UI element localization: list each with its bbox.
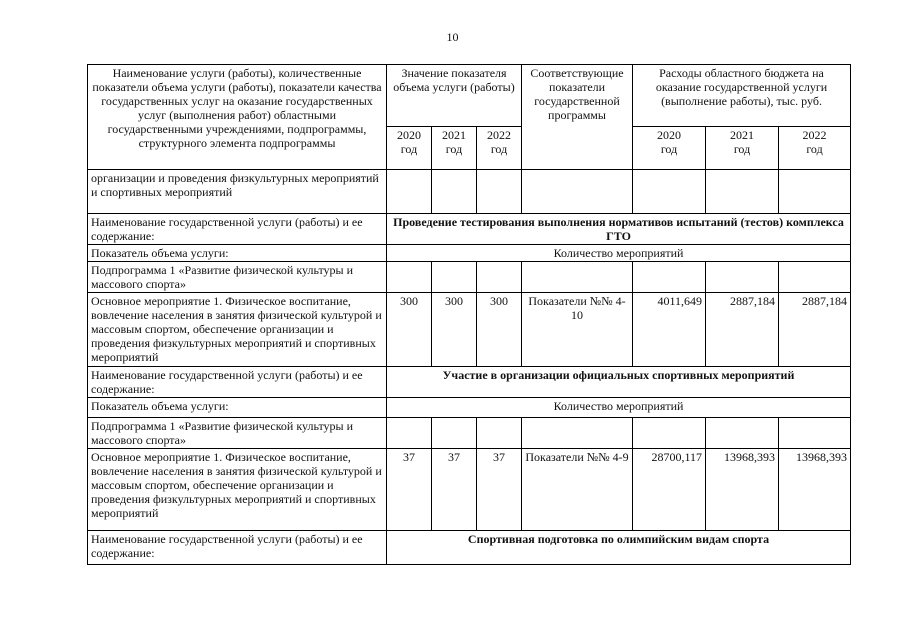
section-title: Спортивная подготовка по олимпийским видам спорта	[387, 531, 851, 565]
table-row	[88, 367, 851, 398]
expense-year-cell: 2022 год	[779, 127, 851, 170]
header-row	[88, 65, 851, 127]
expense-cell: 4011,649	[633, 293, 706, 367]
program-indicators: Показатели №№ 4-9	[522, 449, 633, 531]
expense-cell: 13968,393	[706, 449, 779, 531]
indicator-label: Показатель объема услуги:	[88, 245, 387, 262]
expense-cell: 2887,184	[706, 293, 779, 367]
services-table	[87, 64, 851, 565]
expense-cell: 2887,184	[779, 293, 851, 367]
table-row	[88, 418, 851, 449]
indicator-value: Количество мероприятий	[387, 245, 851, 262]
table-row	[88, 245, 851, 262]
year-cell: 2020 год	[387, 127, 432, 170]
header-value-col: Значение показателя объема услуги (работы)	[387, 65, 522, 127]
section-label: Наименование государственной услуги (работы) и ее содержание:	[88, 214, 387, 245]
section-label: Наименование государственной услуги (работы) и ее содержание:	[88, 531, 387, 565]
expense-cell: 28700,117	[633, 449, 706, 531]
value-cell: 37	[387, 449, 432, 531]
table-row	[88, 293, 851, 367]
value-cell: 300	[477, 293, 522, 367]
subprogram-label: Подпрограмма 1 «Развитие физической культуры и массового спорта»	[88, 418, 387, 449]
expense-cell: 13968,393	[779, 449, 851, 531]
year-cell: 2021 год	[432, 127, 477, 170]
program-indicators: Показатели №№ 4-10	[522, 293, 633, 367]
value-cell: 300	[432, 293, 477, 367]
expense-year-cell: 2020 год	[633, 127, 706, 170]
section-title: Участие в организации официальных спортивных мероприятий	[387, 367, 851, 398]
indicator-value: Количество мероприятий	[387, 398, 851, 418]
value-cell: 37	[477, 449, 522, 531]
table-row	[88, 214, 851, 245]
table-row	[88, 262, 851, 293]
section-title: Проведение тестирования выполнения нормативов испытаний (тестов) комплекса ГТО	[387, 214, 851, 245]
section-label: Наименование государственной услуги (работы) и ее содержание:	[88, 367, 387, 398]
header-name-col: Наименование услуги (работы), количественные показатели объема услуги (работы), показатели качества государственных услуг на оказание государственных услуг (выполнения работ) областными государственными учреждениями, подпрограммы, структурного элемента подпрограммы	[88, 65, 387, 170]
row-text: организации и проведения физкультурных мероприятий и спортивных мероприятий	[88, 170, 387, 214]
value-cell: 37	[432, 449, 477, 531]
main-activity: Основное мероприятие 1. Физическое воспитание, вовлечение населения в занятия физической культурой и массовым спортом, обеспечение организации и проведения физкультурных мероприятий и спортивных мероприятий	[88, 449, 387, 531]
indicator-label: Показатель объема услуги:	[88, 398, 387, 418]
page-number: 10	[446, 30, 459, 44]
table-row	[88, 449, 851, 531]
table-row	[88, 170, 851, 214]
header-program-col: Соответствующие показатели государственной программы	[522, 65, 633, 170]
year-cell: 2022 год	[477, 127, 522, 170]
table-row	[88, 531, 851, 565]
value-cell: 300	[387, 293, 432, 367]
header-expense-col: Расходы областного бюджета на оказание государственной услуги (выполнение работы), тыс. руб.	[633, 65, 851, 127]
expense-year-cell: 2021 год	[706, 127, 779, 170]
subprogram-label: Подпрограмма 1 «Развитие физической культуры и массового спорта»	[88, 262, 387, 293]
main-activity: Основное мероприятие 1. Физическое воспитание, вовлечение населения в занятия физической культурой и массовым спортом, обеспечение организации и проведения физкультурных мероприятий и спортивных мероприятий	[88, 293, 387, 367]
table-row	[88, 398, 851, 418]
